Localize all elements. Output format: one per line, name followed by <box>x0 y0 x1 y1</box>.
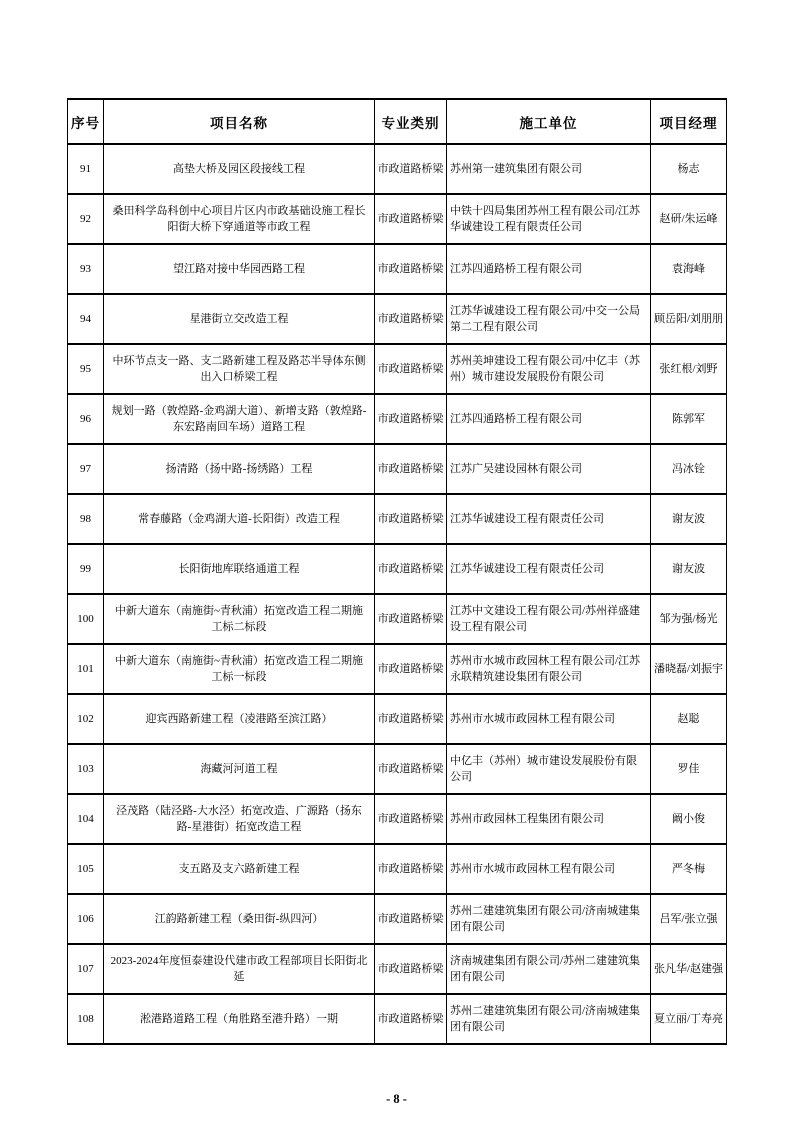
cell-project-manager: 潘晓磊/刘振宇 <box>651 644 727 694</box>
cell-construction-unit: 江苏华诚建设工程有限责任公司 <box>447 494 651 544</box>
table-row <box>68 444 727 494</box>
header-project-name: 项目名称 <box>104 99 375 144</box>
cell-serial-number: 102 <box>68 694 104 744</box>
cell-project-manager: 夏立丽/丁寿亮 <box>651 994 727 1044</box>
cell-specialty-category: 市政道路桥梁 <box>375 494 447 544</box>
cell-construction-unit: 江苏华诚建设工程有限公司/中交一公局第二工程有限公司 <box>447 294 651 344</box>
table-row <box>68 844 727 894</box>
table-row <box>68 794 727 844</box>
cell-serial-number: 94 <box>68 294 104 344</box>
cell-project-name: 规划一路（敦煌路-金鸡湖大道）、新增支路（敦煌路-东宏路南回车场）道路工程 <box>104 394 375 444</box>
cell-construction-unit: 苏州市水城市政园林工程有限公司 <box>447 844 651 894</box>
cell-serial-number: 108 <box>68 994 104 1044</box>
cell-construction-unit: 苏州第一建筑集团有限公司 <box>447 144 651 194</box>
cell-project-manager: 阚小俊 <box>651 794 727 844</box>
table-row <box>68 294 727 344</box>
cell-project-name: 支五路及支六路新建工程 <box>104 844 375 894</box>
cell-project-name: 中新大道东（南施街~青秋浦）拓宽改造工程二期施工标一标段 <box>104 644 375 694</box>
projects-table <box>67 98 727 1045</box>
cell-serial-number: 97 <box>68 444 104 494</box>
table-row <box>68 744 727 794</box>
cell-serial-number: 107 <box>68 944 104 994</box>
cell-construction-unit: 江苏华诚建设工程有限责任公司 <box>447 544 651 594</box>
cell-specialty-category: 市政道路桥梁 <box>375 394 447 444</box>
header-specialty-category: 专业类别 <box>375 99 447 144</box>
cell-serial-number: 101 <box>68 644 104 694</box>
page-number: - 8 - <box>386 1092 407 1106</box>
cell-project-name: 望江路对接中华园西路工程 <box>104 244 375 294</box>
cell-specialty-category: 市政道路桥梁 <box>375 844 447 894</box>
table-row <box>68 994 727 1044</box>
cell-serial-number: 106 <box>68 894 104 944</box>
cell-project-name: 中新大道东（南施街~青秋浦）拓宽改造工程二期施工标二标段 <box>104 594 375 644</box>
cell-specialty-category: 市政道路桥梁 <box>375 144 447 194</box>
cell-specialty-category: 市政道路桥梁 <box>375 194 447 244</box>
table-row <box>68 544 727 594</box>
cell-project-manager: 谢友波 <box>651 544 727 594</box>
cell-project-name: 迎宾西路新建工程（凌港路至滨江路） <box>104 694 375 744</box>
cell-project-manager: 赵聪 <box>651 694 727 744</box>
cell-project-manager: 杨志 <box>651 144 727 194</box>
cell-project-name: 长阳街地库联络通道工程 <box>104 544 375 594</box>
cell-specialty-category: 市政道路桥梁 <box>375 444 447 494</box>
cell-project-manager: 袁海峰 <box>651 244 727 294</box>
cell-project-name: 江韵路新建工程（桑田街-纵四河） <box>104 894 375 944</box>
cell-specialty-category: 市政道路桥梁 <box>375 794 447 844</box>
cell-specialty-category: 市政道路桥梁 <box>375 744 447 794</box>
table-row <box>68 944 727 994</box>
cell-serial-number: 92 <box>68 194 104 244</box>
cell-serial-number: 103 <box>68 744 104 794</box>
cell-project-name: 桑田科学岛科创中心项目片区内市政基础设施工程长阳街大桥下穿通道等市政工程 <box>104 194 375 244</box>
cell-serial-number: 105 <box>68 844 104 894</box>
cell-serial-number: 93 <box>68 244 104 294</box>
cell-construction-unit: 中亿丰（苏州）城市建设发展股份有限公司 <box>447 744 651 794</box>
cell-project-name: 中环节点支一路、支二路新建工程及路芯半导体东侧出入口桥梁工程 <box>104 344 375 394</box>
cell-specialty-category: 市政道路桥梁 <box>375 644 447 694</box>
cell-project-name: 泾茂路（陆泾路-大水泾）拓宽改造、广源路（扬东路-星港街）拓宽改造工程 <box>104 794 375 844</box>
cell-specialty-category: 市政道路桥梁 <box>375 294 447 344</box>
cell-project-manager: 罗佳 <box>651 744 727 794</box>
cell-construction-unit: 江苏四通路桥工程有限公司 <box>447 394 651 444</box>
table-row <box>68 394 727 444</box>
cell-project-manager: 谢友波 <box>651 494 727 544</box>
header-serial-number: 序号 <box>68 99 104 144</box>
cell-construction-unit: 苏州二建建筑集团有限公司/济南城建集团有限公司 <box>447 894 651 944</box>
cell-serial-number: 98 <box>68 494 104 544</box>
cell-construction-unit: 苏州市水城市政园林工程有限公司/江苏永联精筑建设集团有限公司 <box>447 644 651 694</box>
header-project-manager: 项目经理 <box>651 99 727 144</box>
cell-project-name: 高垫大桥及园区段接线工程 <box>104 144 375 194</box>
cell-serial-number: 91 <box>68 144 104 194</box>
table-row <box>68 194 727 244</box>
cell-serial-number: 100 <box>68 594 104 644</box>
table-row <box>68 144 727 194</box>
cell-project-manager: 赵研/朱运峰 <box>651 194 727 244</box>
cell-serial-number: 96 <box>68 394 104 444</box>
cell-project-manager: 张凡华/赵建强 <box>651 944 727 994</box>
cell-specialty-category: 市政道路桥梁 <box>375 944 447 994</box>
cell-construction-unit: 江苏中文建设工程有限公司/苏州祥盛建设工程有限公司 <box>447 594 651 644</box>
table-row <box>68 344 727 394</box>
cell-construction-unit: 中铁十四局集团苏州工程有限公司/江苏华诚建设工程有限责任公司 <box>447 194 651 244</box>
table-header-row <box>68 99 727 144</box>
cell-specialty-category: 市政道路桥梁 <box>375 694 447 744</box>
cell-project-name: 扬清路（扬中路-扬绣路）工程 <box>104 444 375 494</box>
cell-project-manager: 张红根/刘野 <box>651 344 727 394</box>
header-construction-unit: 施工单位 <box>447 99 651 144</box>
cell-project-manager: 邹为强/杨光 <box>651 594 727 644</box>
cell-specialty-category: 市政道路桥梁 <box>375 994 447 1044</box>
cell-project-manager: 冯冰铨 <box>651 444 727 494</box>
cell-project-manager: 严冬梅 <box>651 844 727 894</box>
cell-specialty-category: 市政道路桥梁 <box>375 894 447 944</box>
cell-construction-unit: 苏州美坤建设工程有限公司/中亿丰（苏州）城市建设发展股份有限公司 <box>447 344 651 394</box>
cell-project-name: 常春藤路（金鸡湖大道-长阳街）改造工程 <box>104 494 375 544</box>
table-row <box>68 594 727 644</box>
cell-serial-number: 104 <box>68 794 104 844</box>
table-row <box>68 494 727 544</box>
table-row <box>68 894 727 944</box>
cell-construction-unit: 江苏四通路桥工程有限公司 <box>447 244 651 294</box>
cell-specialty-category: 市政道路桥梁 <box>375 344 447 394</box>
cell-specialty-category: 市政道路桥梁 <box>375 244 447 294</box>
cell-project-name: 2023-2024年度恒泰建设代建市政工程部项目长阳街北延 <box>104 944 375 994</box>
cell-project-name: 星港街立交改造工程 <box>104 294 375 344</box>
table-row <box>68 694 727 744</box>
cell-project-manager: 顾岳阳/刘朋朋 <box>651 294 727 344</box>
cell-project-name: 海藏河河道工程 <box>104 744 375 794</box>
cell-project-manager: 吕军/张立强 <box>651 894 727 944</box>
table-row <box>68 644 727 694</box>
cell-construction-unit: 苏州市水城市政园林工程有限公司 <box>447 694 651 744</box>
cell-serial-number: 99 <box>68 544 104 594</box>
cell-construction-unit: 济南城建集团有限公司/苏州二建建筑集团有限公司 <box>447 944 651 994</box>
cell-specialty-category: 市政道路桥梁 <box>375 544 447 594</box>
cell-construction-unit: 苏州二建建筑集团有限公司/济南城建集团有限公司 <box>447 994 651 1044</box>
cell-construction-unit: 江苏广吴建设园林有限公司 <box>447 444 651 494</box>
table-row <box>68 244 727 294</box>
cell-specialty-category: 市政道路桥梁 <box>375 594 447 644</box>
cell-construction-unit: 苏州市政园林工程集团有限公司 <box>447 794 651 844</box>
cell-project-manager: 陈郭军 <box>651 394 727 444</box>
cell-project-name: 淞港路道路工程（角胜路至港升路）一期 <box>104 994 375 1044</box>
cell-serial-number: 95 <box>68 344 104 394</box>
